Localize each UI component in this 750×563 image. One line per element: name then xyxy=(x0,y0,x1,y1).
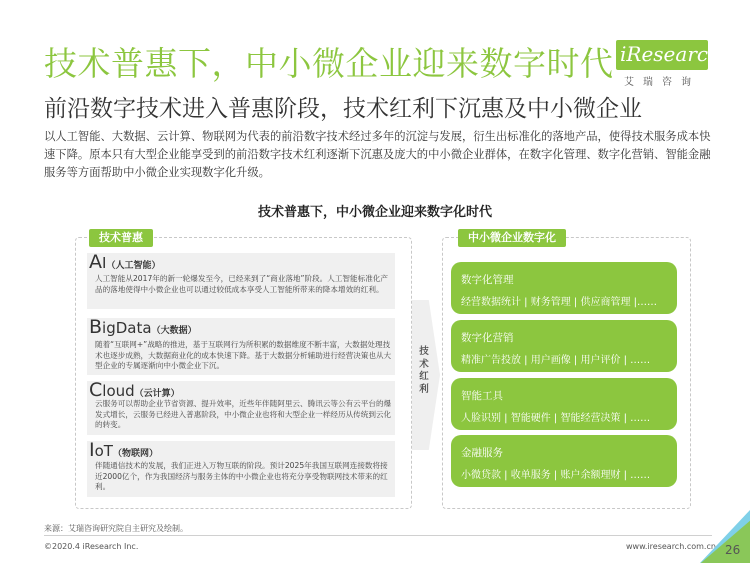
tech-card-bigdata xyxy=(87,318,395,375)
tech-cn-name: （大数据） xyxy=(151,326,197,336)
tech-initial: B xyxy=(89,316,103,338)
digital-card-heading: 金融服务 xyxy=(461,447,503,459)
tech-card-cloud xyxy=(87,381,395,435)
page-title: 技术普惠下，中小微企业迎来数字时代 xyxy=(44,44,614,83)
sme-digital-tag: 中小微企业数字化 xyxy=(458,229,566,247)
footer-url: www.iresearch.com.cn xyxy=(626,542,716,551)
intro-paragraph: 以人工智能、大数据、云计算、物联网为代表的前沿数字技术经过多年的沉淀与发展，衍生出标准化的落地产品，使得技术服务成本快速下降。原本只有大型企业能享受到的前沿数字技术红利逐渐下沉惠及庞大的中小微企业群体，在数字化管理、数字化营销、智能金融服务等方面帮助中小微企业实现数字化升级。 xyxy=(44,130,711,179)
digital-card-items: 经营数据统计 | 财务管理 | 供应商管理 |…… xyxy=(461,297,658,308)
copyright: ©2020.4 iResearch Inc. xyxy=(44,542,139,551)
digital-card-management xyxy=(451,262,677,314)
arrow-label: 技术红利 xyxy=(419,346,429,395)
tech-description: 伴随通信技术的发展，我们正进入万物互联的阶段。预计2025年我国互联网连接数将接近2000亿个，作为我国经济与服务主体的中小微企业也将充分享受物联网技术带来的红利。 xyxy=(95,461,388,492)
logo-subtitle: 艾瑞咨询 xyxy=(624,77,700,88)
tech-cn-name: （云计算） xyxy=(134,389,180,399)
tech-description: 人工智能从2017年的新一轮爆发至今，已经来到了“商业落地”阶段。人工智能标准化产品的落地使得中小微企业也可以通过较低成本享受人工智能所带来的降本增效的红利。 xyxy=(95,274,388,294)
tech-cn-name: （物联网） xyxy=(112,449,158,459)
digital-card-heading: 数字化营销 xyxy=(461,332,514,344)
digital-card-marketing xyxy=(451,320,677,372)
tech-inclusive-tag: 技术普惠 xyxy=(89,229,153,247)
tech-initial: C xyxy=(89,379,103,401)
logo-text: iResearch xyxy=(620,42,721,66)
digital-card-smart-tools xyxy=(451,378,677,430)
tech-initial-rest: I xyxy=(102,254,107,272)
tech-initial-rest: oT xyxy=(94,442,113,460)
tech-description: 随着“互联网+”战略的推进，基于互联网行为所积累的数据维度不断丰富，大数据处理技术也逐步成熟，大数据商业化的成本快速下降。基于大数据分析辅助进行经营决策也从大型企业的专属逐渐向中小微企业下沉。 xyxy=(95,340,392,371)
page-number: 26 xyxy=(725,543,741,557)
tech-cn-name: （人工智能） xyxy=(106,261,161,271)
tech-initial-rest: igData xyxy=(102,319,152,337)
page-subtitle: 前沿数字技术进入普惠阶段，技术红利下沉惠及中小微企业 xyxy=(44,96,642,122)
source-note: 来源：艾瑞咨询研究院自主研究及绘制。 xyxy=(44,524,188,533)
tech-initial-rest: loud xyxy=(102,382,135,400)
digital-card-items: 人脸识别 | 智能硬件 | 智能经营决策 | …… xyxy=(461,413,651,424)
iresearch-logo xyxy=(616,40,721,88)
tech-initial: A xyxy=(89,251,102,273)
footer-divider xyxy=(44,535,712,536)
tech-card-ai xyxy=(87,253,395,309)
tech-initial: I xyxy=(89,439,95,461)
digital-card-heading: 数字化管理 xyxy=(461,274,514,286)
digital-card-items: 精准广告投放 | 用户画像 | 用户评价 | …… xyxy=(461,355,651,366)
digital-card-finance xyxy=(451,435,677,487)
diagram-title: 技术普惠下，中小微企业迎来数字化时代 xyxy=(257,205,492,220)
digital-card-items: 小微贷款 | 收单服务 | 账户余额理财 | …… xyxy=(461,470,651,481)
tech-description: 云服务可以帮助企业节省资源、提升效率，近些年伴随阿里云、腾讯云等公有云平台的爆发式增长，云服务已经进入普惠阶段，中小微企业也将和大型企业一样经历从传统到云化的转变。 xyxy=(95,399,392,430)
digital-card-heading: 智能工具 xyxy=(461,390,503,402)
tech-card-iot xyxy=(87,441,395,497)
